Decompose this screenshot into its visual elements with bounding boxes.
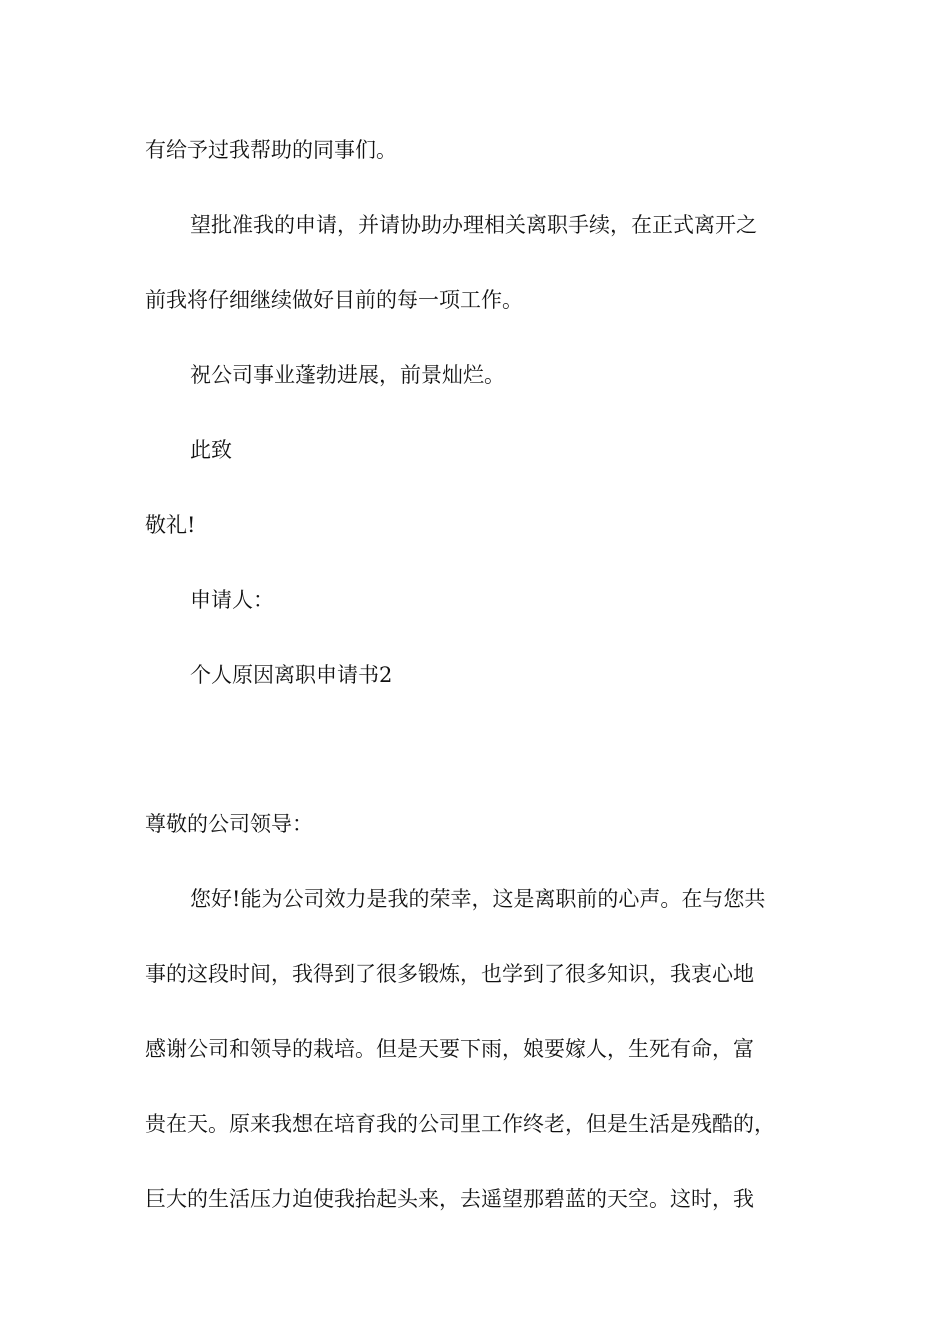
text-line: 您好!能为公司效力是我的荣幸，这是离职前的心声。在与您共 — [190, 887, 766, 911]
text-line: 此致 — [190, 438, 232, 462]
text-line: 望批准我的申请，并请协助办理相关离职手续，在正式离开之 — [190, 213, 757, 237]
text-line: 祝公司事业蓬勃进展，前景灿烂。 — [190, 363, 505, 387]
salutation: 尊敬的公司领导： — [145, 812, 313, 836]
text-line: 感谢公司和领导的栽培。但是天要下雨，娘要嫁人，生死有命，富 — [145, 1037, 754, 1061]
text-line: 前我将仔细继续做好目前的每一项工作。 — [145, 288, 523, 312]
text-line: 事的这段时间，我得到了很多锻炼，也学到了很多知识，我衷心地 — [145, 962, 754, 986]
text-line: 申请人： — [190, 588, 274, 612]
section-title: 个人原因离职申请书2 — [190, 663, 393, 687]
text-line: 巨大的生活压力迫使我抬起头来，去遥望那碧蓝的天空。这时，我 — [145, 1187, 754, 1211]
text-line: 贵在天。原来我想在培育我的公司里工作终老，但是生活是残酷的， — [145, 1112, 775, 1136]
text-line: 有给予过我帮助的同事们。 — [145, 138, 397, 162]
text-line: 敬礼! — [145, 513, 196, 537]
